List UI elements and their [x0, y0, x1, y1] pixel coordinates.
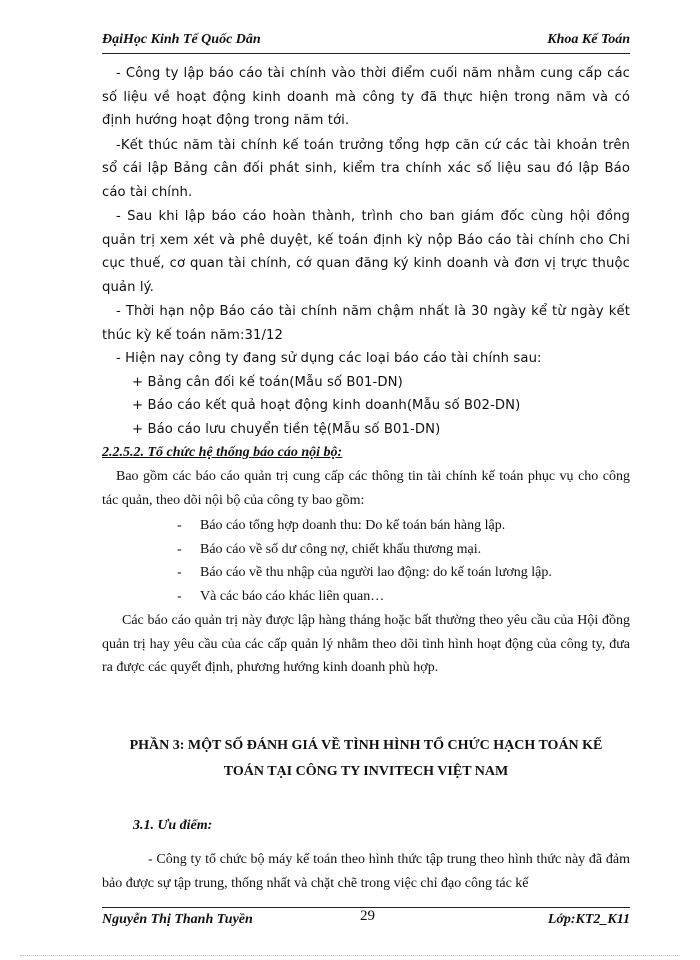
- section-31-text: - Công ty tổ chức bộ máy kế toán theo hình thức tập trung theo hình thức này đã đảm bảo được sự tập trung, thống nhất và chặt chẽ trong việc chỉ đạo công tác kế: [102, 852, 630, 891]
- part3-title: [102, 733, 630, 785]
- section-closing: Các báo cáo quản trị này được lập hàng tháng hoặc bất thường theo yêu cầu của Hội đồng quản trị hay yêu cầu của các cấp quản lý nhằm theo dõi tình hình hoạt động của công ty, đưa ra được các quyết định, phương hướng kinh doanh phù hợp.: [102, 613, 630, 675]
- paragraph-4: - Thời hạn nộp Báo cáo tài chính năm chậm nhất là 30 ngày kể từ ngày kết thúc kỳ kế toán năm:31/12: [102, 304, 630, 343]
- part3-title-line-1: PHẦN 3: MỘT SỐ ĐÁNH GIÁ VỀ TÌNH HÌNH TỔ CHỨC HẠCH TOÁN KẾ: [129, 738, 603, 753]
- header-rule: [102, 53, 630, 54]
- header-university: ĐạiHọc Kinh Tế Quốc Dân: [102, 32, 261, 47]
- internal-report-text: Báo cáo tổng hợp doanh thu: Do kế toán bán hàng lập.: [200, 518, 506, 533]
- page-header: [102, 30, 630, 52]
- internal-report-item-3: [102, 561, 630, 585]
- page-number: 29: [360, 908, 375, 924]
- footer-class: Lớp:KT2_K11: [547, 912, 630, 927]
- page-edge-dotted-line: [20, 955, 680, 956]
- section-intro: Bao gồm các báo cáo quản trị cung cấp các thông tin tài chính kế toán phục vụ cho công tác quản, theo dõi nội bộ của công ty bao gồm:: [102, 469, 630, 508]
- part3-title-line-2: TOÁN TẠI CÔNG TY INVITECH VIỆT NAM: [223, 764, 509, 779]
- paragraph-2: -Kết thúc năm tài chính kế toán trưởng tổng hợp căn cứ các tài khoản trên sổ cái lập Bảng cân đối phát sinh, kiểm tra chính xác số liệu sau đó lập Báo cáo tài chính.: [102, 137, 630, 200]
- dash-bullet: -: [177, 588, 182, 604]
- internal-report-text: Và các báo cáo khác liên quan…: [200, 588, 385, 604]
- dash-bullet: -: [177, 541, 182, 557]
- header-faculty: Khoa Kế Toán: [547, 32, 630, 47]
- section-heading-2252: 2.2.5.2. Tổ chức hệ thống báo cáo nội bộ:: [102, 445, 343, 460]
- section-heading-31: 3.1. Ưu điểm:: [133, 818, 213, 833]
- internal-report-item-4: [102, 585, 630, 609]
- page-footer: [102, 908, 630, 934]
- paragraph-3: - Sau khi lập báo cáo hoàn thành, trình cho ban giám đốc cùng hội đồng quản trị xem xét và phê duyệt, kế toán định kỳ nộp Báo cáo tài chính cho Chi cục thuế, cơ quan tài chính, cớ quan đăng ký kinh doanh và đơn vị trực thuộc quản lý.: [102, 209, 630, 295]
- internal-report-text: Báo cáo về thu nhập của người lao động: do kế toán lương lập.: [200, 565, 552, 580]
- report-item-3: + Báo cáo lưu chuyển tiền tệ(Mẫu số B01-DN): [132, 421, 441, 437]
- paragraph-1: - Công ty lập báo cáo tài chính vào thời điểm cuối năm nhằm cung cấp các số liệu về hoạt động kinh doanh mà công ty đã thực hiện trong năm và có định hướng hoạt động trong năm tới.: [102, 66, 630, 128]
- internal-report-item-1: [102, 514, 630, 538]
- internal-report-item-2: [102, 538, 630, 562]
- paragraph-5: - Hiện nay công ty đang sử dụng các loại báo cáo tài chính sau:: [116, 351, 542, 366]
- report-item-1: + Bảng cân đối kế toán(Mẫu số B01-DN): [132, 374, 403, 390]
- main-content: [102, 62, 630, 680]
- footer-author: Nguyễn Thị Thanh Tuyền: [102, 912, 253, 927]
- dash-bullet: -: [177, 565, 182, 580]
- internal-report-text: Báo cáo về số dư công nợ, chiết khấu thương mại.: [200, 541, 482, 557]
- dash-bullet: -: [177, 518, 182, 533]
- report-item-2: + Báo cáo kết quả hoạt động kinh doanh(Mẫu số B02-DN): [132, 398, 521, 413]
